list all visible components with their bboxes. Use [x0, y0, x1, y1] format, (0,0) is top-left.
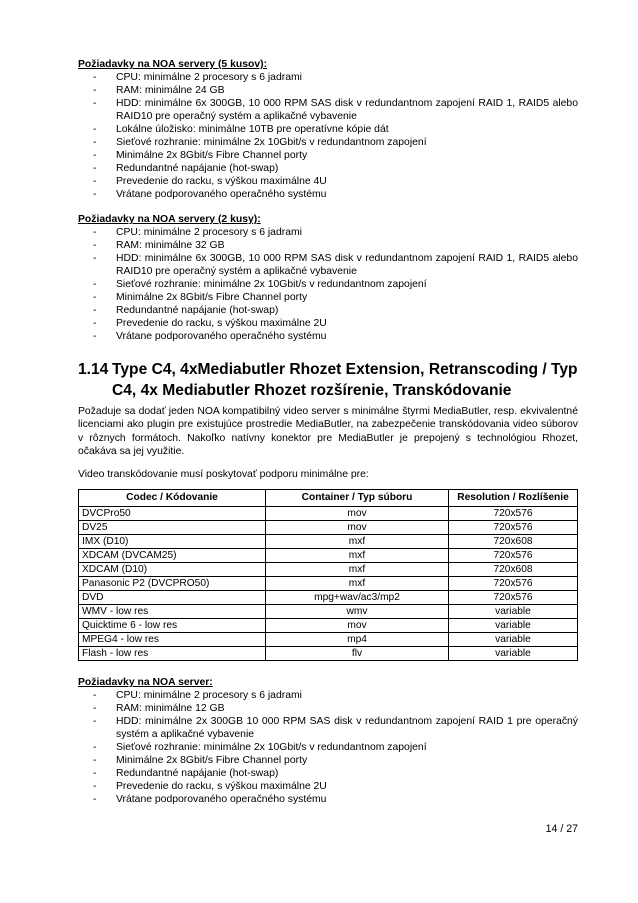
cell-resolution: 720x608: [449, 563, 578, 577]
cell-container: mpg+wav/ac3/mp2: [266, 591, 449, 605]
page-number: 14 / 27: [545, 823, 578, 835]
cell-resolution: 720x576: [449, 577, 578, 591]
list-item: - HDD: minimálne 2x 300GB 10 000 RPM SAS disk v redundantnom zapojení RAID 1 pre operačný systém a aplikačné vybavenie: [78, 715, 578, 741]
list-item: - Vrátane podporovaného operačného systému: [78, 188, 578, 201]
cell-resolution: 720x608: [449, 535, 578, 549]
list-item: - RAM: minimálne 12 GB: [78, 702, 578, 715]
list-item: - CPU: minimálne 2 procesory s 6 jadrami: [78, 226, 578, 239]
list-item: - Redundantné napájanie (hot-swap): [78, 162, 578, 175]
section-title-noa-server: Požiadavky na NOA server:: [78, 677, 213, 689]
cell-resolution: variable: [449, 633, 578, 647]
cell-resolution: 720x576: [449, 549, 578, 563]
table-row: [79, 577, 578, 591]
list-item: - Sieťové rozhranie: minimálne 2x 10Gbit/s v redundantnom zapojení: [78, 278, 578, 291]
list-item: - Minimálne 2x 8Gbit/s Fibre Channel porty: [78, 291, 578, 304]
cell-container: mxf: [266, 577, 449, 591]
requirements-list-2-servers: [78, 226, 578, 343]
cell-container: mxf: [266, 563, 449, 577]
list-item: - Vrátane podporovaného operačného systému: [78, 793, 578, 806]
cell-codec: Flash - low res: [79, 647, 266, 661]
list-item: - Prevedenie do racku, s výškou maximálne 2U: [78, 780, 578, 793]
list-item: - Redundantné napájanie (hot-swap): [78, 304, 578, 317]
list-item: - RAM: minimálne 24 GB: [78, 84, 578, 97]
cell-resolution: 720x576: [449, 507, 578, 521]
section-heading-text: Type C4, 4xMediabutler Rhozet Extension, Retranscoding / Typ C4, 4x Mediabutler Rhozet rozšírenie, Transkódovanie: [112, 361, 578, 399]
list-item: - HDD: minimálne 6x 300GB, 10 000 RPM SAS disk v redundantnom zapojení RAID 1, RAID5 alebo RAID10 pre operačný systém a aplikačné vybavenie: [78, 97, 578, 123]
section-heading: [78, 360, 578, 401]
list-item: - Minimálne 2x 8Gbit/s Fibre Channel porty: [78, 149, 578, 162]
cell-codec: MPEG4 - low res: [79, 633, 266, 647]
header-resolution: Resolution / Rozlíšenie: [449, 490, 578, 507]
table-row: [79, 619, 578, 633]
table-row: [79, 647, 578, 661]
list-item: - Vrátane podporovaného operačného systému: [78, 330, 578, 343]
cell-codec: WMV - low res: [79, 605, 266, 619]
cell-codec: Panasonic P2 (DVCPRO50): [79, 577, 266, 591]
cell-resolution: variable: [449, 619, 578, 633]
requirements-list-server: [78, 689, 578, 806]
table-row: [79, 563, 578, 577]
paragraph-support: Video transkódovanie musí poskytovať podporu minimálne pre:: [78, 468, 369, 480]
list-item: - Prevedenie do racku, s výškou maximálne 2U: [78, 317, 578, 330]
codec-table: [78, 489, 578, 661]
cell-container: mov: [266, 521, 449, 535]
cell-codec: XDCAM (DVCAM25): [79, 549, 266, 563]
table-row: [79, 633, 578, 647]
header-codec: Codec / Kódovanie: [79, 490, 266, 507]
list-item: - CPU: minimálne 2 procesory s 6 jadrami: [78, 71, 578, 84]
cell-container: mxf: [266, 535, 449, 549]
list-item: - Prevedenie do racku, s výškou maximálne 4U: [78, 175, 578, 188]
paragraph-intro: Požaduje sa dodať jeden NOA kompatibilný video server s minimálne štyrmi MediaButler, resp. ekvivalentné licenciami ako plugin pre existujúce prostredie MediaButler, na zabezpečenie transkódovania video súborov v rôznych formátoch. Nakoľko natívny konektor pre MediaButler je prepojený s technológiou Rhozet, očakáva sa jej využitie.: [78, 406, 578, 458]
cell-container: mov: [266, 619, 449, 633]
table-row: [79, 549, 578, 563]
cell-resolution: 720x576: [449, 521, 578, 535]
list-item: - Sieťové rozhranie: minimálne 2x 10Gbit/s v redundantnom zapojení: [78, 741, 578, 754]
page-content: [78, 58, 578, 806]
table-row: [79, 507, 578, 521]
cell-codec: IMX (D10): [79, 535, 266, 549]
cell-container: mp4: [266, 633, 449, 647]
cell-codec: DVCPro50: [79, 507, 266, 521]
cell-container: wmv: [266, 605, 449, 619]
table-row: [79, 591, 578, 605]
cell-codec: DV25: [79, 521, 266, 535]
list-item: - CPU: minimálne 2 procesory s 6 jadrami: [78, 689, 578, 702]
cell-resolution: variable: [449, 647, 578, 661]
list-item: - RAM: minimálne 32 GB: [78, 239, 578, 252]
cell-resolution: 720x576: [449, 591, 578, 605]
cell-container: mov: [266, 507, 449, 521]
list-item: - Minimálne 2x 8Gbit/s Fibre Channel porty: [78, 754, 578, 767]
table-row: [79, 605, 578, 619]
table-row: [79, 521, 578, 535]
list-item: - HDD: minimálne 6x 300GB, 10 000 RPM SAS disk v redundantnom zapojení RAID 1, RAID5 alebo RAID10 pre operačný systém a aplikačné vybavenie: [78, 252, 578, 278]
section-number: 1.14: [78, 361, 109, 378]
section-title-noa-servers-5: Požiadavky na NOA servery (5 kusov):: [78, 59, 268, 70]
cell-container: mxf: [266, 549, 449, 563]
list-item: - Lokálne úložisko: minimálne 10TB pre operatívne kópie dát: [78, 123, 578, 136]
section-title-noa-servers-2: Požiadavky na NOA servery (2 kusy):: [78, 214, 261, 225]
cell-resolution: variable: [449, 605, 578, 619]
table-header-row: [79, 490, 578, 507]
cell-codec: XDCAM (D10): [79, 563, 266, 577]
table-row: [79, 535, 578, 549]
header-container: Container / Typ súboru: [266, 490, 449, 507]
cell-codec: DVD: [79, 591, 266, 605]
list-item: - Redundantné napájanie (hot-swap): [78, 767, 578, 780]
cell-codec: Quicktime 6 - low res: [79, 619, 266, 633]
list-item: - Sieťové rozhranie: minimálne 2x 10Gbit/s v redundantnom zapojení: [78, 136, 578, 149]
cell-container: flv: [266, 647, 449, 661]
requirements-list-5-servers: [78, 71, 578, 201]
